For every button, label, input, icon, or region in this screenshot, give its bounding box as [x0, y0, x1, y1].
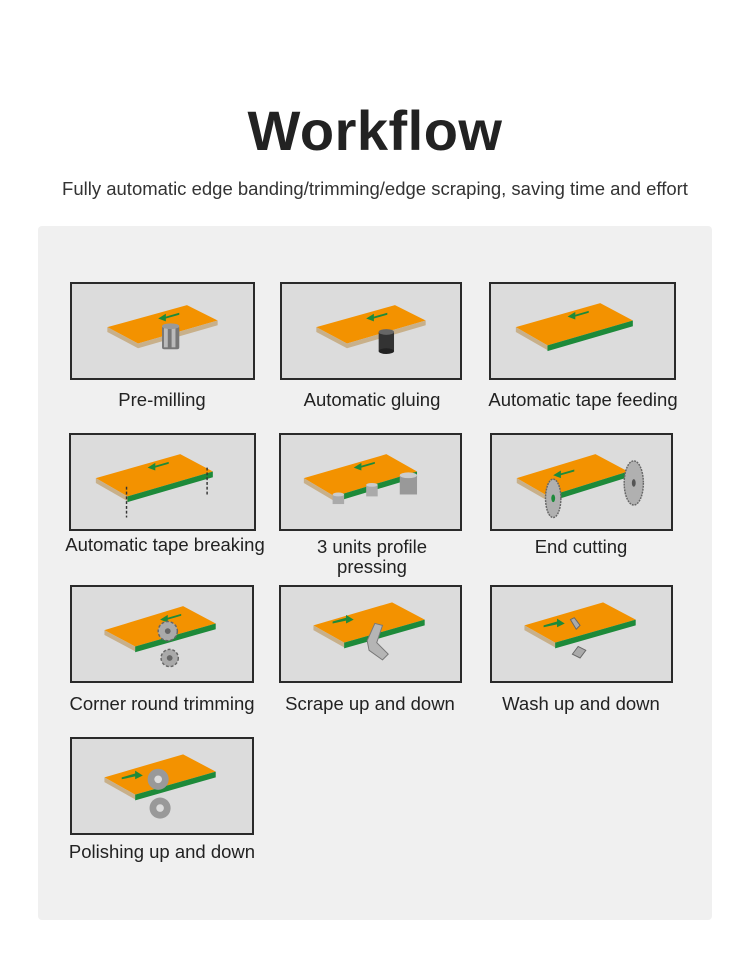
- step-label: Automatic gluing: [303, 389, 441, 410]
- step-label: Automatic tape breaking: [65, 534, 265, 555]
- polishing-wheel-icon: [70, 737, 254, 835]
- step-label: Scrape up and down: [285, 693, 455, 714]
- step-label: End cutting: [534, 536, 628, 557]
- pre-milling-icon: [70, 282, 255, 380]
- saw-blade-icon: [490, 433, 673, 531]
- corner-trimming-icon: [70, 585, 254, 683]
- scraper-icon: [279, 585, 462, 683]
- step-label: Polishing up and down: [68, 841, 256, 862]
- step-label: Pre-milling: [118, 389, 206, 410]
- page-title: Workflow: [247, 99, 503, 162]
- pressing-rollers-icon: [279, 433, 462, 531]
- tape-feeding-icon: [489, 282, 676, 380]
- step-label: Automatic tape feeding: [488, 389, 678, 410]
- step-label: Corner round trimming: [69, 693, 255, 714]
- tape-breaking-icon: [69, 433, 256, 531]
- page-subtitle: Fully automatic edge banding/trimming/edge scraping, saving time and effort: [62, 178, 688, 199]
- step-label: Wash up and down: [502, 693, 660, 714]
- step-label: 3 units profile pressing: [316, 536, 428, 577]
- gluing-roller-icon: [280, 282, 462, 380]
- washing-nozzle-icon: [490, 585, 673, 683]
